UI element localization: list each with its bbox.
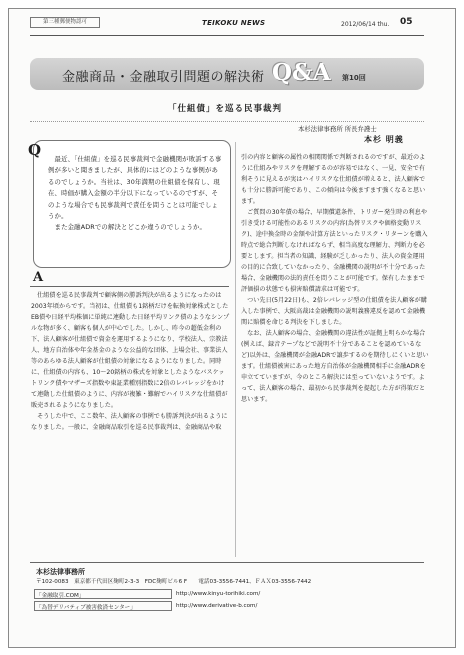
footer <box>30 562 424 636</box>
answer-text-right: 引の内容と顧客の属性の相関関係で判断されるのですが、最近のように仕組みやリスクを理解するのが容易ではなく、一見、安全で有利そうに見えるが実はハイリスクな仕組債が増えると、法人顧客でも十分に勝訴可能であり、この傾向は今後ますます強くなると思います。 ご質問の30年債の場合、早期償還条件、トリガー発生時の利息や引き受ける可能性のあるリスクの内容(為替リスクや価格変動リスク)、途中換金時の金額や計算方法といったリスク・リターンを購入時点で総合判断しなければならず、相当高度な理解力、判断力を必要とします。担当者の知識、経験が乏しかったり、法人の資金運用の目的に合致していなかったり、金融機関の説明が不十分であった場合、金融機関の法的責任を問うことが可能です。保有したままで評価損の状態でも損害賠償請求は可能です。 つい先日(5月22日)も、2倍レバレッジ型の仕組債を法人顧客が購入した事例で、大阪高裁は金融機関の説明義務違反を認めて金融機関に賠償を命じる判決を下しました。 なお、法人顧客の場合、金融機関の違法性が証拠上明らかな場合(例えば、録音テープなどで説明不十分であることを認めているなど)以外は、金融機関が金融ADRで譲歩するのを期待しにくいと思います。仕組債被害にあった地方自治体が金融機関相手に金融ADRを申立てていますが、今のところ解決には至っていないようです。よって、法人顧客の場合、最初から民事裁判を提起した方が得策だと思います。 <box>241 154 429 403</box>
column-divider <box>235 142 236 557</box>
answer-text-left: 仕組債を巡る民事裁判で顧客側の勝訴判決が出るようになったのは2003年頃からです。当初は、仕組債も1銘柄だけを転換対象株式としたEB債や日経平均株価に単純に連動した日経平均リンク債のようなシンプルな物が多く、顧客も個人が中心でした。しかし、昨今の超低金利の下、法人顧客が仕組債で資金を運用するようになり、学校法人、宗教法人、地方自治体や年金基金のような公益的な団体、上場会社、事業法人等のあらゆる法人顧客が仕組債の対象になるようになりました。同時に、仕組債の内容も、10〜20銘柄の株式を対象としたようなバスケットリンク債やマザーズ指数や東証業種別指数に2倍のレバレッジをかけて連動した仕組債のように、内容が複雑・難解でハイリスクな仕組債が販売されるようになりました。 そうした中で、ここ数年、法人顧客の事例でも勝訴判決が出るようになりました。一般に、金融商品取引を巡る民事裁判は、金融商品や取 <box>31 292 230 431</box>
question-text: 最近、「仕組債」を巡る民事裁判で金融機関が敗訴する事例が多いと聞きましたが、具体的にはどのような事例があるのでしょうか。当社は、30年満期の仕組債を保有し、現在、時価が購入金額の半分以下になっているのですが、そのような場合でも民事裁判で責任を問うことは可能でしょうか。 また金融ADRでの解決とどこか違うのでしょうか。 <box>48 155 222 232</box>
series-number: 第10回 <box>342 74 366 82</box>
footer-link-2[interactable]: http://www.derivative-b.com/ <box>176 603 258 609</box>
publication-name: TEIKOKU NEWS <box>202 19 266 27</box>
qa-logo: Q&A <box>272 59 331 86</box>
footer-link-1[interactable]: http://www.kinyu-torihiki.com/ <box>176 591 261 597</box>
postal-permit-label: 第三種郵便物認可 <box>30 17 100 28</box>
author-name: 本杉 明義 <box>364 135 404 144</box>
issue-date: 2012/06/14 thu. <box>341 21 390 28</box>
question-mark: Q <box>28 141 42 159</box>
footer-link-label-1: 「金融取引.COM」 <box>36 593 85 599</box>
series-title: 金融商品・金融取引問題の解決術 <box>62 70 265 85</box>
headline-separator <box>30 121 424 122</box>
footer-organization: 本杉法律事務所 <box>36 568 85 576</box>
footer-link-label-2: 「為替デリバティブ被害救済センター」 <box>36 605 136 611</box>
header-rule <box>30 35 424 36</box>
author-organization: 本杉法律事務所 所長弁護士 <box>298 125 377 133</box>
article-headline: 「仕組債」を巡る民事裁判 <box>168 104 283 114</box>
page-number: 05 <box>400 17 413 27</box>
answer-mark: A <box>33 270 44 285</box>
answer-rule <box>30 286 229 287</box>
footer-address: 〒102-0083 東京都千代田区麹町2-3-3 FDC麹町ビル6 F 電話03-3556-7441、ＦＡＸ03-3556-7442 <box>36 579 312 585</box>
